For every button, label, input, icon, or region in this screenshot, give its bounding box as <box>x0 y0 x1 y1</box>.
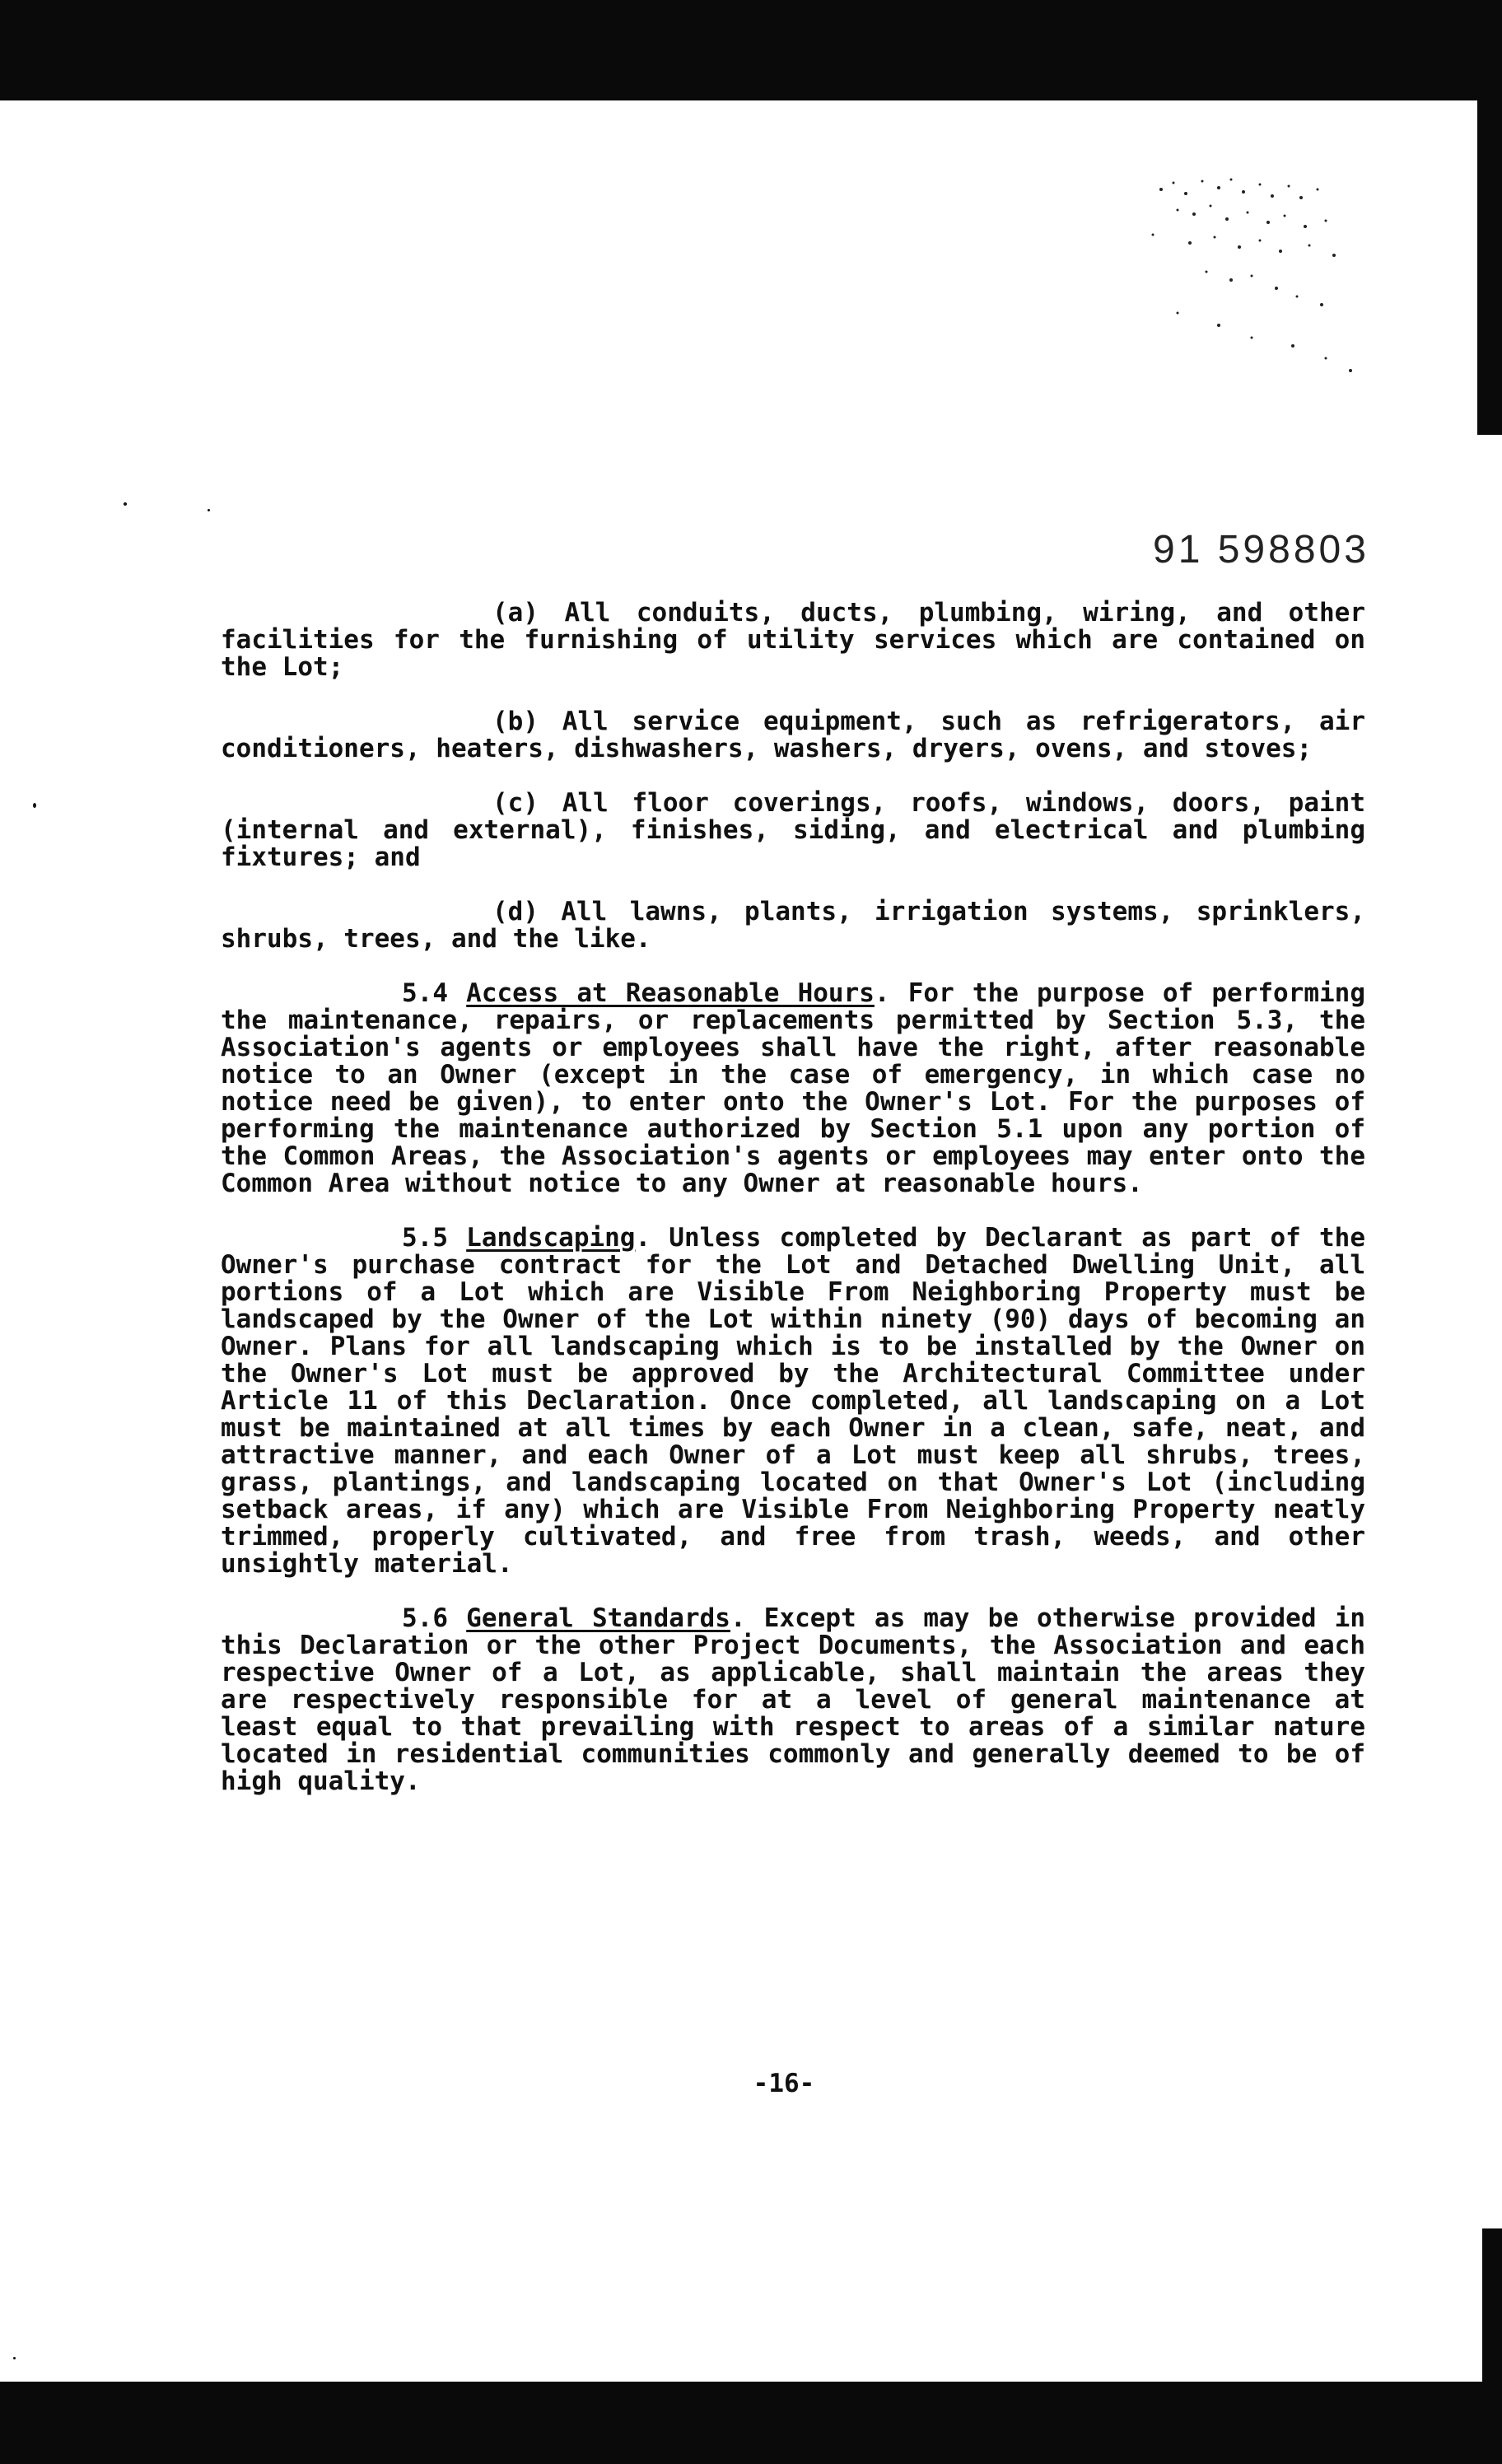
scan-border-right-top <box>1477 0 1502 435</box>
section-heading: General Standards <box>466 1603 730 1633</box>
section-5-6 <box>221 1605 1365 1795</box>
section-heading: Landscaping <box>466 1223 636 1253</box>
document-body <box>221 600 1365 1822</box>
section-5-4 <box>221 980 1365 1197</box>
item-label: (b) <box>492 707 539 736</box>
recording-number: 91 598803 <box>1153 528 1369 572</box>
section-number: 5.5 <box>402 1223 448 1253</box>
section-heading: Access at Reasonable Hours <box>466 978 875 1008</box>
list-item-c <box>221 790 1365 871</box>
item-text: All floor coverings, roofs, windows, doors, paint (internal and external), finishes, siding, and electrical and plumbing fixtures; and <box>221 788 1365 872</box>
scan-speck <box>33 803 36 808</box>
item-label: (a) <box>492 598 539 628</box>
list-item-d <box>221 898 1365 953</box>
section-text: . For the purpose of performing the maintenance, repairs, or replacements permitted by Section 5.3, the Association's agents or employees shall have the right, after reasonable notice to an Owner (except in the case of emergency, in which case no notice need be given), to enter onto the Owner's Lot. For the purposes of performing the maintenance authorized by Section 5.1 upon any portion of the Common Areas, the Association's agents or employees may enter onto the Common Area without notice to any Owner at reasonable hours. <box>221 978 1365 1198</box>
scan-border-top <box>0 0 1502 100</box>
page-number: -16- <box>753 2069 815 2098</box>
scan-speck <box>13 2357 16 2359</box>
scan-speck <box>124 502 127 506</box>
section-5-5 <box>221 1225 1365 1578</box>
item-text: All lawns, plants, irrigation systems, sprinklers, shrubs, trees, and the like. <box>221 897 1365 954</box>
item-label: (d) <box>492 897 539 926</box>
section-text: . Unless completed by Declarant as part of the Owner's purchase contract for the Lot and Detached Dwelling Unit, all portions of a Lot which are Visible From Neighboring Property must be landscaped by the Owner of the Lot within ninety (90) days of becoming an Owner. Plans for all landscaping which is to be installed by the Owner on the Owner's Lot must be approved by the Architectural Committee under Article 11 of this Declaration. Once completed, all landscaping on a Lot must be maintained at all times by each Owner in a clean, safe, neat, and attractive manner, and each Owner of a Lot must keep all shrubs, trees, grass, plantings, and landscaping located on that Owner's Lot (including setback areas, if any) which are Visible From Neighboring Property neatly trimmed, properly cultivated, and free from trash, weeds, and other unsightly material. <box>221 1223 1365 1579</box>
section-text: . Except as may be otherwise provided in this Declaration or the other Project Documents, the Association and each respective Owner of a Lot, as applicable, shall maintain the areas they are respectively responsible for at a level of general maintenance at least equal to that prevailing with respect to areas of a similar nature located in residential communities commonly and generally deemed to be of high quality. <box>221 1603 1365 1796</box>
section-number: 5.6 <box>402 1603 448 1633</box>
item-text: All service equipment, such as refrigerators, air conditioners, heaters, dishwashers, washers, dryers, ovens, and stoves; <box>221 707 1365 763</box>
list-item-a <box>221 600 1365 681</box>
item-text: All conduits, ducts, plumbing, wiring, and other facilities for the furnishing of utility services which are contained on the Lot; <box>221 598 1365 682</box>
scan-noise <box>1128 165 1375 379</box>
scan-border-bottom <box>0 2382 1502 2464</box>
section-number: 5.4 <box>402 978 448 1008</box>
list-item-b <box>221 708 1365 763</box>
scan-border-right-bottom <box>1482 2228 1502 2385</box>
item-label: (c) <box>492 788 539 818</box>
scan-speck <box>208 509 210 511</box>
